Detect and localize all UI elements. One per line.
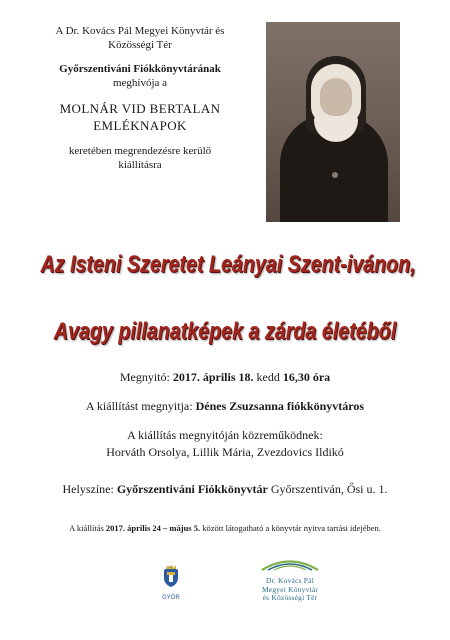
opening-time: 16,30 óra [282, 370, 331, 384]
opening-day: kedd [253, 370, 283, 384]
library-logo [250, 556, 330, 603]
library-logo-line-1: Dr. Kovács Pál [265, 576, 314, 585]
note-dates: 2017. április 24 – május 5. [105, 523, 201, 533]
invitation-phrase: meghívója a [112, 77, 168, 89]
library-logo-line-3: és Közösségi Tér [262, 593, 318, 602]
exhibition-title-line-1: Az Isteni Szeretet Leányai Szent-ivánon, [40, 251, 416, 278]
branch-name: Győrszentiváni Fiókkönyvtárának [59, 63, 221, 75]
venue-name: Győrszentiváni Fiókkönyvtár [116, 482, 268, 496]
coat-of-arms-icon [161, 564, 181, 588]
opening-line [0, 370, 450, 385]
context-line-2: kiállításra [118, 159, 162, 171]
portrait-cross [332, 172, 338, 178]
library-logo-line-2: Megyei Könyvtár [261, 584, 319, 594]
exhibition-title-line-2: Avagy pillanatképek a zárda életéből [53, 318, 397, 345]
participants-label: A kiállítás megnyitóján közreműködnek: [127, 428, 323, 442]
venue-label: Helyszíne: [62, 482, 117, 496]
venue-address: Győrszentiván, Ősi u. 1. [267, 482, 388, 496]
venue-line [0, 482, 450, 497]
organizer-line-1: A Dr. Kovács Pál Megyei Könyvtár és [55, 25, 225, 37]
invitation-header [20, 24, 260, 172]
note-suffix: között látogatható a könyvtár nyitva tartási idejében. [200, 523, 381, 533]
opener-label: A kiállítást megnyitja: [85, 399, 196, 413]
organizer-line-2: Közösségi Tér [108, 39, 172, 51]
participants-names: Horváth Orsolya, Lillik Mária, Zvezdovics Ildikó [106, 445, 344, 459]
opening-date: 2017. április 18. [172, 370, 254, 384]
opening-label: Megnyitó: [119, 370, 173, 384]
opener-line [0, 399, 450, 414]
note-prefix: A kiállítás [69, 523, 106, 533]
visiting-note [0, 521, 450, 536]
nun-portrait-photo [266, 22, 400, 222]
library-arc-icon [259, 556, 321, 572]
context-line-1: keretében megrendezésre kerülő [68, 145, 212, 157]
gyor-coat-of-arms [158, 564, 184, 601]
opener-name: Dénes Zsuzsanna fiókkönyvtáros [195, 399, 365, 413]
portrait-face [320, 78, 352, 116]
event-name-line-1: MOLNÁR VID BERTALAN [59, 101, 221, 116]
event-name-line-2: EMLÉKNAPOK [93, 118, 187, 133]
city-label: GYŐR [162, 595, 180, 601]
